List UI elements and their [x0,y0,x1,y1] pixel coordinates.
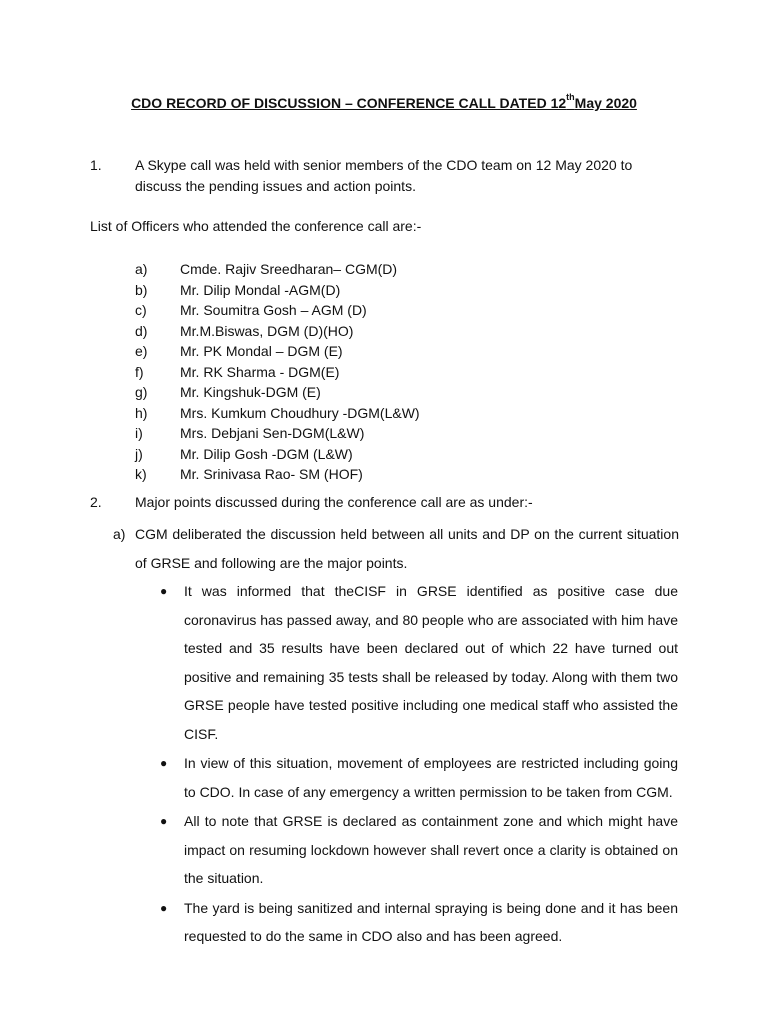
title-main: CDO RECORD OF DISCUSSION – CONFERENCE CALL DATED 12 [131,94,567,111]
subpoint-a [113,520,679,577]
officer-label: j) [135,445,143,462]
bullet-text: All to note that GRSE is declared as containment zone and which might have impact on resuming lockdown however shall revert once a clarity is obtained on the situation. [184,813,678,886]
officer-label: a) [135,261,148,277]
bullet-list [160,577,678,952]
title-superscript: th [566,92,575,102]
paragraph-1-number: 1. [90,157,102,173]
bullet-item [160,749,678,806]
paragraph-2 [90,494,680,512]
officer-label: k) [135,466,147,482]
officer-label: e) [135,343,148,359]
bullet-dot-icon: ● [160,814,168,828]
bullet-dot-icon: ● [160,756,168,770]
officer-label: c) [135,302,147,318]
bullet-item [160,894,678,951]
officer-name: Mr. Kingshuk-DGM (E) [180,384,321,400]
bullet-dot-icon: ● [160,900,168,915]
officer-name: Mr.M.Biswas, DGM (D)(HO) [180,322,354,339]
officer-name: Mr. Soumitra Gosh – AGM (D) [180,302,367,318]
officer-name: Mr. Dilip Gosh -DGM (L&W) [180,445,353,462]
officer-label: g) [135,384,148,400]
attendees-intro: List of Officers who attended the conference call are:- [90,218,422,234]
bullet-text: It was informed that theCISF in GRSE identified as positive case due coronavirus has passed away, and 80 people who are associated with him have tested and 35 results have been declared out of which 22 have turned out positive and remaining 35 tests shall be released by today. Along with them two GRSE people have tested positive including one medical staff who assisted the CISF. [184,583,678,742]
bullet-text: The yard is being sanitized and internal spraying is being done and it has been requested to do the same in CDO also and has been agreed. [184,899,678,944]
page-title [0,94,768,112]
subpoint-a-text: CGM deliberated the discussion held between all units and DP on the current situation of GRSE and following are the major points. [135,526,679,571]
officer-label: f) [135,363,144,380]
bullet-item [160,807,678,893]
officer-name: Mr. Srinivasa Rao- SM (HOF) [180,466,363,482]
subpoint-a-label: a) [113,526,126,542]
officer-name: Mr. RK Sharma - DGM(E) [180,363,340,380]
paragraph-2-text: Major points discussed during the conference call are as under:- [135,494,533,510]
paragraph-1-text: A Skype call was held with senior members of the CDO team on 12 May 2020 to discuss the pending issues and action points. [135,157,633,194]
paragraph-1 [90,155,680,197]
officer-label: i) [135,425,143,441]
officer-label: b) [135,281,148,298]
officer-name: Cmde. Rajiv Sreedharan– CGM(D) [180,261,398,277]
officer-label: d) [135,322,148,339]
officer-name: Mr. Dilip Mondal -AGM(D) [180,281,341,298]
officer-name: Mrs. Debjani Sen-DGM(L&W) [180,425,365,441]
bullet-item [160,577,678,748]
officer-label: h) [135,404,148,421]
paragraph-2-number: 2. [90,494,102,510]
bullet-dot-icon: ● [160,584,168,598]
officer-name: Mrs. Kumkum Choudhury -DGM(L&W) [180,404,420,421]
title-date: May 2020 [574,94,637,111]
bullet-text: In view of this situation, movement of employees are restricted including going to CDO. In case of any emergency a written permission to be taken from CGM. [184,755,678,800]
officer-name: Mr. PK Mondal – DGM (E) [180,343,343,359]
